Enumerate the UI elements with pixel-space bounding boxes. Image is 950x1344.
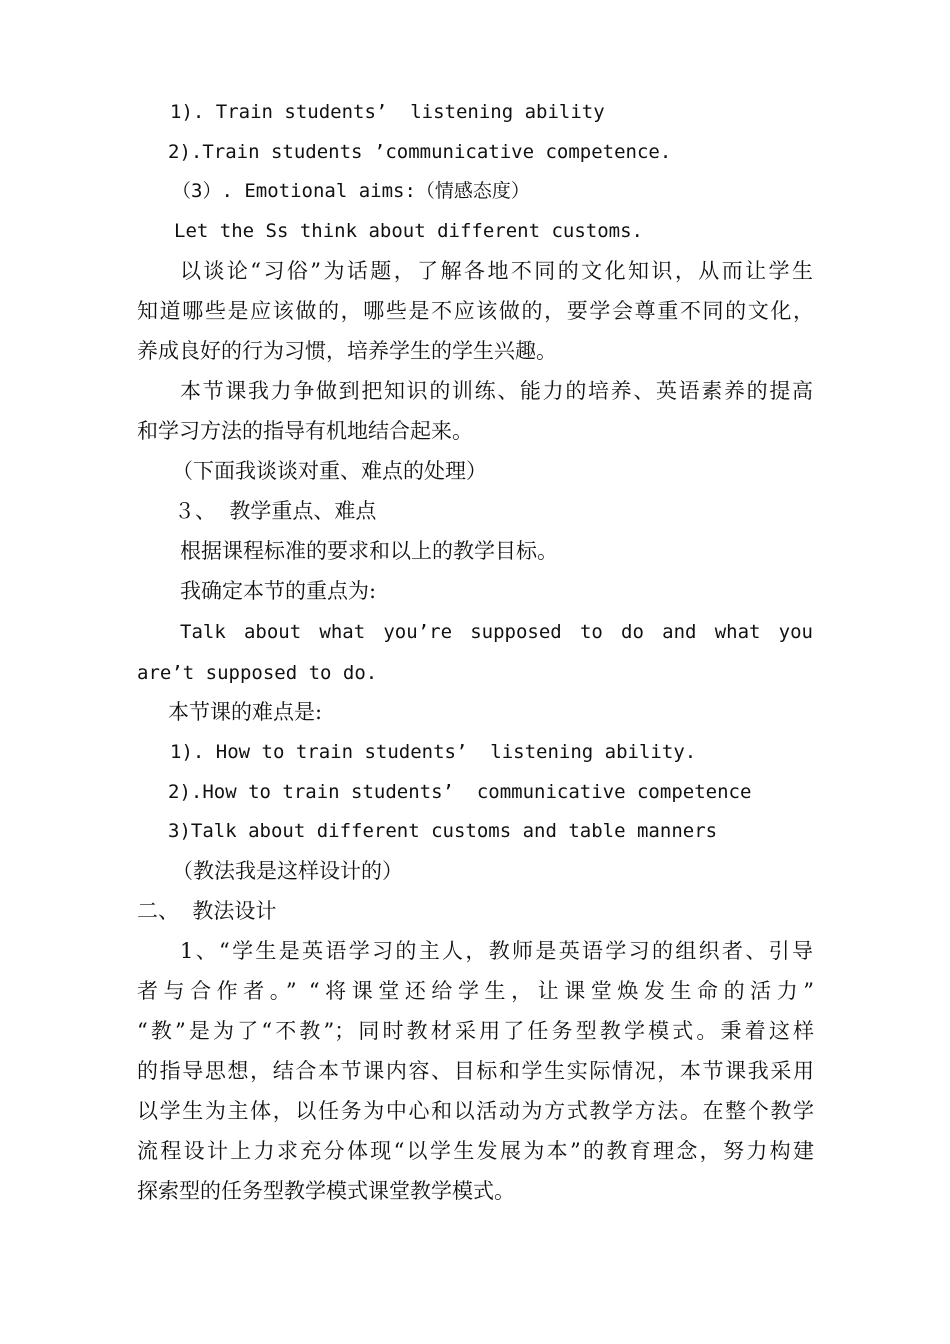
text-line: （下面我谈谈对重、难点的处理） [172, 459, 487, 483]
text-line: （教法我是这样设计的） [172, 859, 403, 883]
text-line: 根据课程标准的要求和以上的教学目标。 [180, 539, 558, 563]
text-line: 3)Talk about different customs and table manners [168, 820, 718, 842]
text-line: 流程设计上力求充分体现“以学生发展为本”的教育理念，努力构建 [137, 1139, 814, 1163]
text-line: 2).Train students ’communicative competence. [168, 141, 672, 163]
text-line: 1). How to train students’ listening ability. [170, 741, 697, 763]
text-line: 的指导思想，结合本节课内容、目标和学生实际情况，本节课我采用 [137, 1059, 814, 1083]
text-line: “教”是为了“不教”；同时教材采用了任务型教学模式。秉着这样 [137, 1019, 814, 1043]
text-line: 我确定本节的重点为: [180, 579, 377, 603]
text-line: Let the Ss think about different customs. [174, 220, 643, 242]
text-line: 探索型的任务型教学模式课堂教学模式。 [137, 1179, 515, 1203]
text-line: Talk about what you’re supposed to do and what you [180, 621, 813, 643]
text-line: 者与合作者。” “将课堂还给学生，让课堂焕发生命的活力” [137, 979, 814, 1003]
text-line: 知道哪些是应该做的，哪些是不应该做的，要学会尊重不同的文化， [137, 299, 814, 323]
section-heading: 二、 教法设计 [137, 899, 277, 923]
text-line: （3）. Emotional aims:（情感态度） [172, 180, 530, 202]
section-heading: ３、 教学重点、难点 [174, 499, 377, 523]
text-line: 1). Train students’ listening ability [170, 101, 605, 123]
text-line: are’t supposed to do. [137, 662, 378, 684]
text-line: 养成良好的行为习惯，培养学生的学生兴趣。 [137, 339, 557, 363]
text-line: 本节课我力争做到把知识的训练、能力的培养、英语素养的提高 [180, 379, 813, 403]
text-line: 以学生为主体，以任务为中心和以活动为方式教学方法。在整个教学 [137, 1099, 814, 1123]
text-line: 2).How to train students’ communicative competence [168, 781, 752, 803]
text-line: 本节课的难点是: [168, 700, 323, 724]
text-line: 1、“学生是英语学习的主人，教师是英语学习的组织者、引导 [180, 939, 813, 963]
text-line: 和学习方法的指导有机地结合起来。 [137, 419, 473, 443]
text-line: 以谈论“习俗”为话题，了解各地不同的文化知识，从而让学生 [180, 259, 813, 283]
